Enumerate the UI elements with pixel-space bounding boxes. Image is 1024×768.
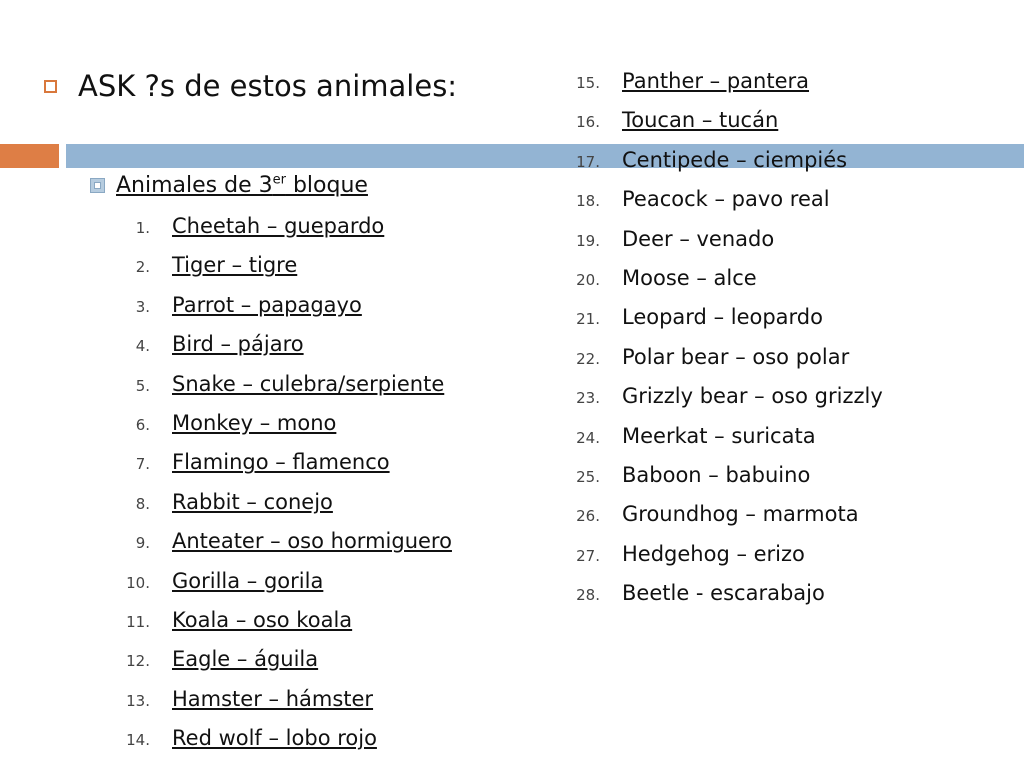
list-item xyxy=(550,180,883,219)
list-item xyxy=(100,522,452,561)
animal-list-left xyxy=(100,207,452,758)
animal-text: Centipede – ciempiés xyxy=(622,147,848,172)
animal-link[interactable]: Eagle – águila xyxy=(172,647,319,672)
list-item xyxy=(100,562,452,601)
list-item xyxy=(100,601,452,640)
list-item xyxy=(550,456,883,495)
list-item xyxy=(100,443,452,482)
item-number: 21. xyxy=(576,310,600,329)
animal-link[interactable]: Panther – pantera xyxy=(622,69,810,93)
animal-text: Groundhog – marmota xyxy=(622,502,859,527)
animal-link[interactable]: Hamster – hámster xyxy=(172,686,374,711)
item-number: 16. xyxy=(576,113,600,132)
item-number: 2. xyxy=(135,258,150,277)
item-number: 8. xyxy=(135,494,150,513)
list-item xyxy=(550,338,883,377)
list-item xyxy=(550,101,883,140)
list-item xyxy=(550,259,883,298)
item-number: 10. xyxy=(126,573,150,592)
square-sub-bullet-icon xyxy=(90,178,105,193)
list-item xyxy=(100,246,452,285)
animal-link[interactable]: Toucan – tucán xyxy=(622,108,779,133)
accent-bar-orange xyxy=(0,144,59,168)
item-number: 1. xyxy=(135,219,150,237)
animal-text: Meerkat – suricata xyxy=(622,423,816,448)
animal-link[interactable]: Flamingo – flamenco xyxy=(172,450,390,475)
item-number: 27. xyxy=(576,546,600,565)
list-item xyxy=(100,640,452,679)
subtitle-link[interactable] xyxy=(116,168,368,204)
subtitle-superscript: er xyxy=(272,172,286,188)
list-item xyxy=(550,495,883,534)
item-number: 26. xyxy=(576,507,600,526)
animal-text: Hedgehog – erizo xyxy=(622,541,805,566)
animal-link[interactable]: Parrot – papagayo xyxy=(172,292,362,317)
animal-text: Polar bear – oso polar xyxy=(622,344,850,369)
list-item xyxy=(550,141,883,180)
item-number: 23. xyxy=(576,389,600,408)
subtitle-text: Animales de 3 xyxy=(116,173,273,198)
list-item xyxy=(550,220,883,259)
animal-text: Peacock – pavo real xyxy=(622,187,830,212)
animal-text: Baboon – babuino xyxy=(622,462,811,487)
list-item xyxy=(100,404,452,443)
list-item xyxy=(100,365,452,404)
animal-text: Beetle - escarabajo xyxy=(622,581,825,606)
item-number: 5. xyxy=(135,376,150,395)
item-number: 24. xyxy=(576,428,600,447)
animal-text: Leopard – leopardo xyxy=(622,305,823,330)
square-bullet-icon xyxy=(44,80,57,93)
item-number: 14. xyxy=(126,731,150,750)
animal-text: Grizzly bear – oso grizzly xyxy=(622,384,883,409)
item-number: 25. xyxy=(576,467,600,486)
animal-list-right xyxy=(550,62,883,613)
item-number: 6. xyxy=(135,415,150,434)
item-number: 20. xyxy=(576,270,600,289)
animal-link[interactable]: Snake – culebra/serpiente xyxy=(172,371,445,396)
item-number: 3. xyxy=(135,297,150,316)
animal-text: Moose – alce xyxy=(622,265,757,290)
list-item xyxy=(550,62,883,101)
animal-link[interactable]: Gorilla – gorila xyxy=(172,568,324,593)
list-item xyxy=(550,574,883,613)
list-item xyxy=(100,680,452,719)
animal-text: Deer – venado xyxy=(622,226,775,251)
list-item xyxy=(100,207,452,246)
item-number: 9. xyxy=(135,534,150,553)
item-number: 4. xyxy=(135,337,150,356)
item-number: 18. xyxy=(576,192,600,211)
item-number: 15. xyxy=(576,74,600,92)
animal-link[interactable]: Tiger – tigre xyxy=(172,253,298,278)
item-number: 19. xyxy=(576,231,600,250)
item-number: 12. xyxy=(126,652,150,671)
animal-link[interactable]: Anteater – oso hormiguero xyxy=(172,529,452,554)
list-item xyxy=(100,286,452,325)
item-number: 28. xyxy=(576,586,600,605)
list-item xyxy=(550,535,883,574)
animal-link[interactable]: Koala – oso koala xyxy=(172,607,353,632)
animal-link[interactable]: Bird – pájaro xyxy=(172,332,304,357)
item-number: 17. xyxy=(576,152,600,171)
item-number: 11. xyxy=(126,612,150,631)
list-item xyxy=(100,719,452,758)
animal-link[interactable]: Monkey – mono xyxy=(172,410,337,435)
list-item xyxy=(550,417,883,456)
animal-link[interactable]: Red wolf – lobo rojo xyxy=(172,726,377,751)
item-number: 7. xyxy=(135,455,150,474)
item-number: 22. xyxy=(576,349,600,368)
list-item xyxy=(550,298,883,337)
list-item xyxy=(100,483,452,522)
animal-link[interactable]: Rabbit – conejo xyxy=(172,489,333,514)
list-item xyxy=(550,377,883,416)
slide-title: ASK ?s de estos animales: xyxy=(78,69,458,103)
subtitle-rest: bloque xyxy=(285,173,368,198)
animal-link[interactable]: Cheetah – guepardo xyxy=(172,214,385,238)
list-item xyxy=(100,325,452,364)
item-number: 13. xyxy=(126,691,150,710)
